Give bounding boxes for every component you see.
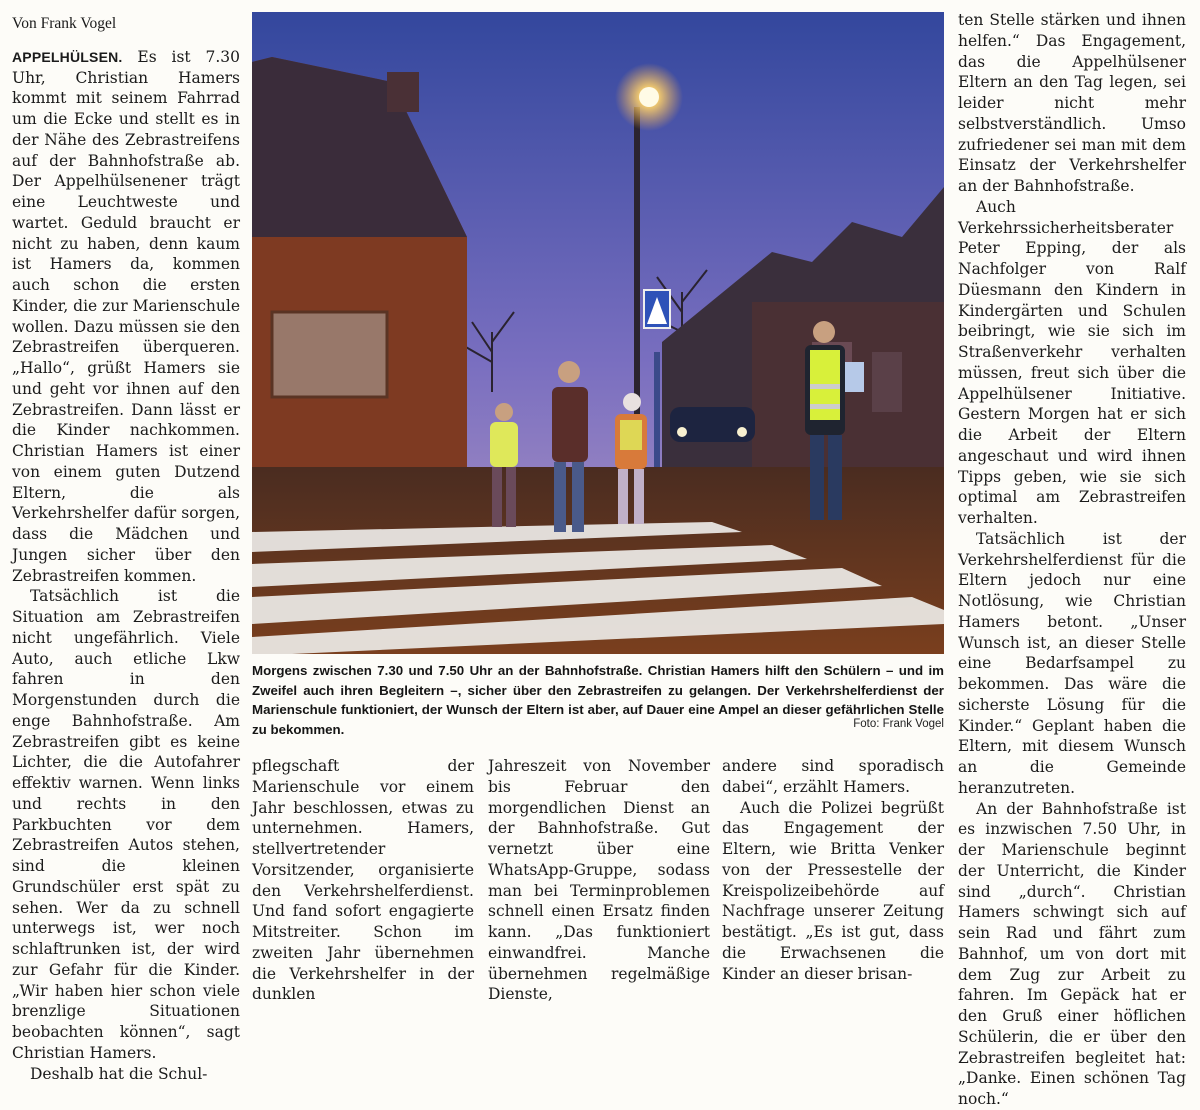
zebra-crossing-illustration (252, 12, 944, 654)
car (670, 407, 755, 442)
lamp-post (634, 107, 640, 427)
news-photo (252, 12, 944, 654)
article-paragraph (12, 47, 240, 587)
article-paragraph: Jahreszeit von November bis Februar den morgendlichen Dienst an der Bahnhofstraße. Gut vernetzt über eine WhatsApp-Gruppe, sodass man bei Terminproblemen schnell einen Ersatz finden kann. „Das funktioniert einwandfrei. Manche übernehmen regelmäßige Dienste, (488, 757, 710, 1004)
photo-credit: Foto: Frank Vogel (853, 718, 944, 730)
article-column-2 (252, 756, 474, 1005)
article-column-3 (488, 756, 710, 1005)
article-paragraph: Deshalb hat die Schul- (30, 1064, 208, 1083)
article-paragraph: Tatsächlich ist der Verkehrshelferdienst für die Eltern jedoch nur eine Notlösung, wie Christian Hamers betont. „Unser Wunsch ist, an dieser Stelle eine Bedarfsampel zu bekommen. Das wäre die sicherste Lösung für die Kinder.“ Geplant haben die Eltern, mit diesem Wunsch an die Gemeinde heranzutreten. (958, 529, 1186, 797)
article-paragraph: Auch die Polizei begrüßt das Engagement der Eltern, wie Britta Venker von der Pressestelle der Kreispolizeibehörde auf Nachfrage unserer Zeitung bestätigt. „Es ist gut, dass die Erwachsenen die Kinder an dieser brisan- (722, 798, 944, 983)
dateline: APPELHÜLSEN. (12, 48, 123, 65)
article-column-1 (12, 14, 240, 1084)
article-paragraph: Tatsächlich ist die Situation am Zebrastreifen nicht ungefährlich. Viele Auto, auch etliche Lkw fahren in den Morgenstunden durch die enge Bahnhofstraße. Am Zebrastreifen gibt es keine Lichter, die die Autofahrer effektiv warnen. Wenn links und rechts in den Parkbuchten vor dem Zebrastreifen Autos stehen, sind die kleinen Grundschüler erst spät zu sehen. Wer da zu schnell unterwegs ist, wer noch schlaftrunken ist, der wird zur Gefahr für die Kinder. „Wir haben hier schon viele brenzlige Situationen beobachten können“, sagt Christian Hamers. (12, 587, 240, 1062)
article-paragraph: pflegschaft der Marienschule vor einem Jahr beschlossen, etwas zu unternehmen. Hamers, stellvertretender Vorsitzender, organisierte den Verkehrshelferdienst. Und fand sofort engagierte Mitstreiter. Schon im zweiten Jahr übernehmen die Verkehrshelfer in der dunklen (252, 757, 474, 1004)
photo-caption: Morgens zwischen 7.30 und 7.50 Uhr an der Bahnhofstraße. Christian Hamers hilft den Schülern – und im Zweifel auch ihren Begleitern –, sicher über den Zebrastreifen zu gelangen. Der Verkehrshelferdienst der Marienschule funktioniert, der Wunsch der Eltern ist aber, auf Dauer eine Ampel an dieser gefährlichen Stelle zu bekommen. (252, 663, 944, 737)
article-column-5 (958, 10, 1186, 1110)
article-paragraph: ten Stelle stärken und ihnen helfen.“ Das Engagement, das die Appelhülsener Eltern an den Tag legen, sei leider nicht mehr selbstverständlich. Umso zufriedener sei man mit dem Einsatz der Verkehrshelfer an der Bahnhofstraße. (958, 11, 1186, 195)
article-paragraph: An der Bahnhofstraße ist es inzwischen 7.50 Uhr, in der Marienschule beginnt der Unterricht, die Kinder sind „durch“. Christian Hamers schwingt sich auf sein Rad und fährt zum Bahnhof, um von dort mit dem Zug zur Arbeit zu fahren. Im Gepäck hat er den Gruß einer höflichen Schülerin, die er über den Zebrastreifen begleitet hat: „Danke. Einen schönen Tag noch.“ (958, 799, 1186, 1108)
article-paragraph: Auch Verkehrssicherheitsberater Peter Epping, der als Nachfolger von Ralf Düesmann den Kindern in Kindergärten und Schulen beibringt, wie sie sich im Straßenverkehr verhalten müssen, freut sich über die Appelhülsener Initiative. Gestern Morgen hat er sich die Arbeit der Eltern angeschaut und wird ihnen Tipps geben, wie sie sich optimal am Zebrastreifen verhalten. (958, 197, 1186, 527)
byline: Von Frank Vogel (12, 15, 117, 32)
article-column-4 (722, 756, 944, 984)
paragraph-text: Es ist 7.30 Uhr, Christian Hamers kommt mit seinem Fahrrad um die Ecke und stellt es in der Nähe des Zebrastreifens auf der Bahnhofstraße ab. Der Appelhülsenener trägt eine Leuchtweste und wartet. Geduld braucht er nicht zu haben, denn kaum ist Hamers da, kommen auch schon die ersten Kinder, die zur Marienschule wollen. Dazu müssen sie den Zebrastreifen überqueren. „Hallo“, grüßt Hamers sie und geht vor ihnen auf den Zebrastreifen. Dann lässt er die Kinder nachkommen. Christian Hamers ist einer von einem guten Dutzend Eltern, die als Verkehrshelfer dafür sorgen, dass die Mädchen und Jungen sicher über den Zebrastreifen kommen. (12, 47, 241, 585)
article-paragraph: andere sind sporadisch dabei“, erzählt Hamers. (722, 757, 944, 796)
